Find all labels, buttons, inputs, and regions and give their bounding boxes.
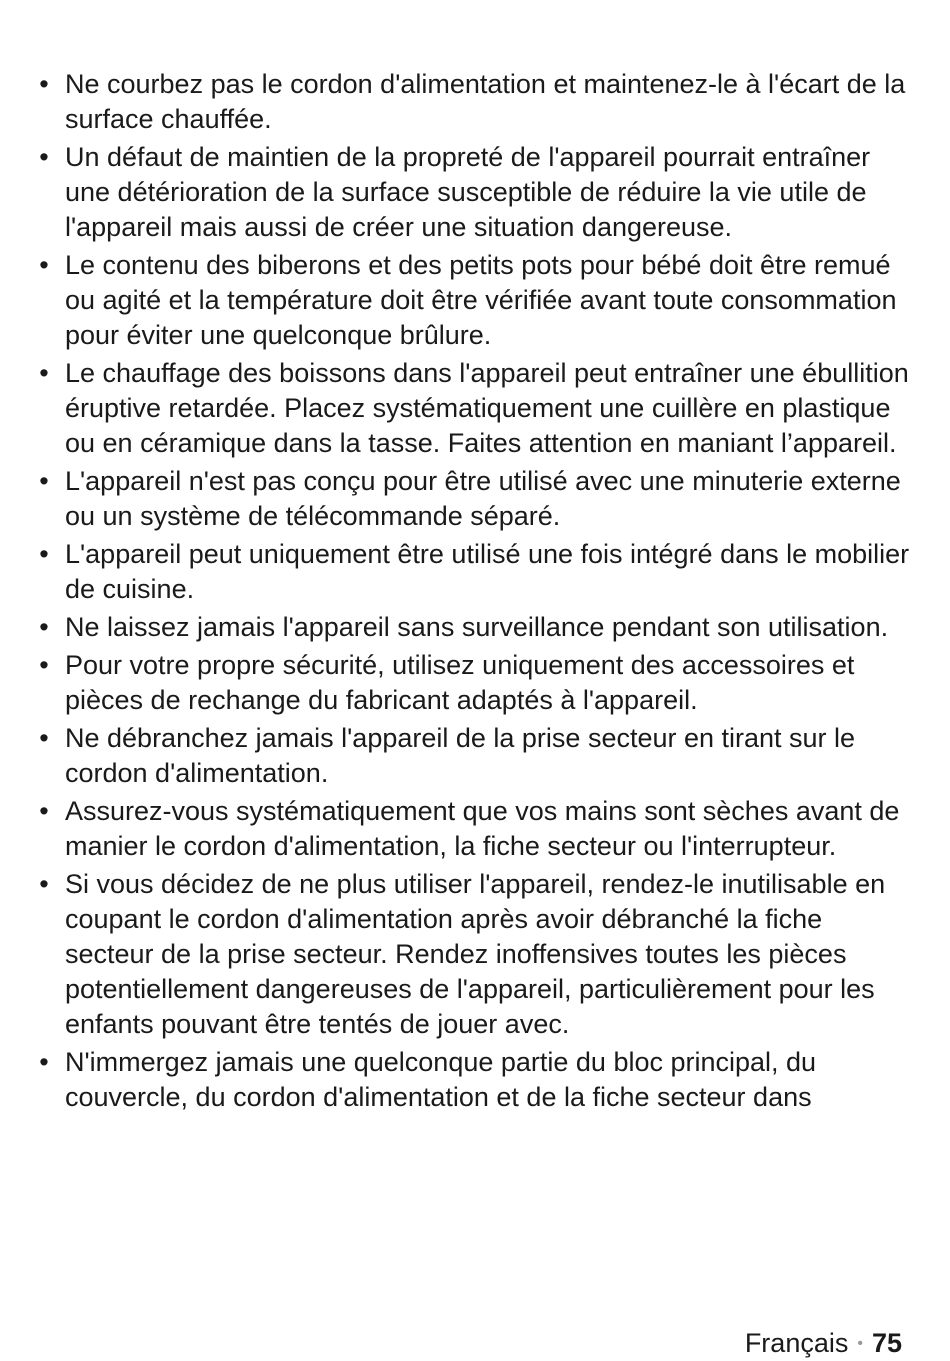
bullet-icon: • — [39, 466, 49, 496]
list-item-text: Le contenu des biberons et des petits pots pour bébé doit être remué ou agité et la température doit être vérifiée avant toute consommation pour éviter une quelconque brûlure. — [65, 250, 897, 350]
list-item-text: L'appareil n'est pas conçu pour être utilisé avec une minuterie externe ou un système de télécommande séparé. — [65, 466, 901, 531]
bullet-icon: • — [39, 539, 49, 569]
bullet-icon: • — [39, 650, 49, 680]
list-item-text: Ne laissez jamais l'appareil sans surveillance pendant son utilisation. — [65, 612, 889, 642]
list-item-text: Pour votre propre sécurité, utilisez uniquement des accessoires et pièces de rechange du fabricant adaptés à l'appareil. — [65, 650, 855, 715]
footer-separator-icon: • — [857, 1335, 863, 1352]
list-item — [34, 610, 914, 645]
list-item — [34, 648, 914, 718]
list-item-text: Ne courbez pas le cordon d'alimentation et maintenez-le à l'écart de la surface chauffée. — [65, 69, 906, 134]
list-item — [34, 67, 914, 137]
footer-language: Français — [744, 1328, 849, 1358]
list-item-text: Ne débranchez jamais l'appareil de la prise secteur en tirant sur le cordon d'alimentation. — [65, 723, 856, 788]
safety-instructions-list — [34, 67, 914, 1118]
list-item-text: Si vous décidez de ne plus utiliser l'appareil, rendez-le inutilisable en coupant le cordon d'alimentation après avoir débranché la fiche secteur de la prise secteur. Rendez inoffensives toutes les pièces potentiellement dangereuses de l'appareil, particulièrement pour les enfants pouvant être tentés de jouer avec. — [65, 869, 886, 1039]
bullet-icon: • — [39, 250, 49, 280]
bullet-icon: • — [39, 1047, 49, 1077]
list-item — [34, 248, 914, 353]
list-item — [34, 794, 914, 864]
list-item-text: Assurez-vous systématiquement que vos mains sont sèches avant de manier le cordon d'alimentation, la fiche secteur ou l'interrupteur. — [65, 796, 900, 861]
list-item — [34, 721, 914, 791]
list-item-text: Le chauffage des boissons dans l'appareil peut entraîner une ébullition éruptive retardée. Placez systématiquement une cuillère en plastique ou en céramique dans la tasse. Faites attention en maniant l’appareil. — [65, 358, 909, 458]
page-footer — [745, 1326, 902, 1361]
list-item — [34, 140, 914, 245]
list-item — [34, 537, 914, 607]
bullet-icon: • — [39, 142, 49, 172]
list-item — [34, 1045, 914, 1115]
bullet-icon: • — [39, 869, 49, 899]
page-number: 75 — [871, 1328, 902, 1358]
list-item — [34, 464, 914, 534]
bullet-icon: • — [39, 796, 49, 826]
list-item — [34, 356, 914, 461]
list-item-text: N'immergez jamais une quelconque partie du bloc principal, du couvercle, du cordon d'alimentation et de la fiche secteur dans — [65, 1047, 817, 1112]
list-item-text: L'appareil peut uniquement être utilisé une fois intégré dans le mobilier de cuisine. — [65, 539, 910, 604]
bullet-icon: • — [39, 358, 49, 388]
bullet-icon: • — [39, 723, 49, 753]
bullet-icon: • — [39, 612, 49, 642]
list-item — [34, 867, 914, 1042]
bullet-icon: • — [39, 69, 49, 99]
list-item-text: Un défaut de maintien de la propreté de l'appareil pourrait entraîner une détérioration de la surface susceptible de réduire la vie utile de l'appareil mais aussi de créer une situation dangereuse. — [65, 142, 871, 242]
